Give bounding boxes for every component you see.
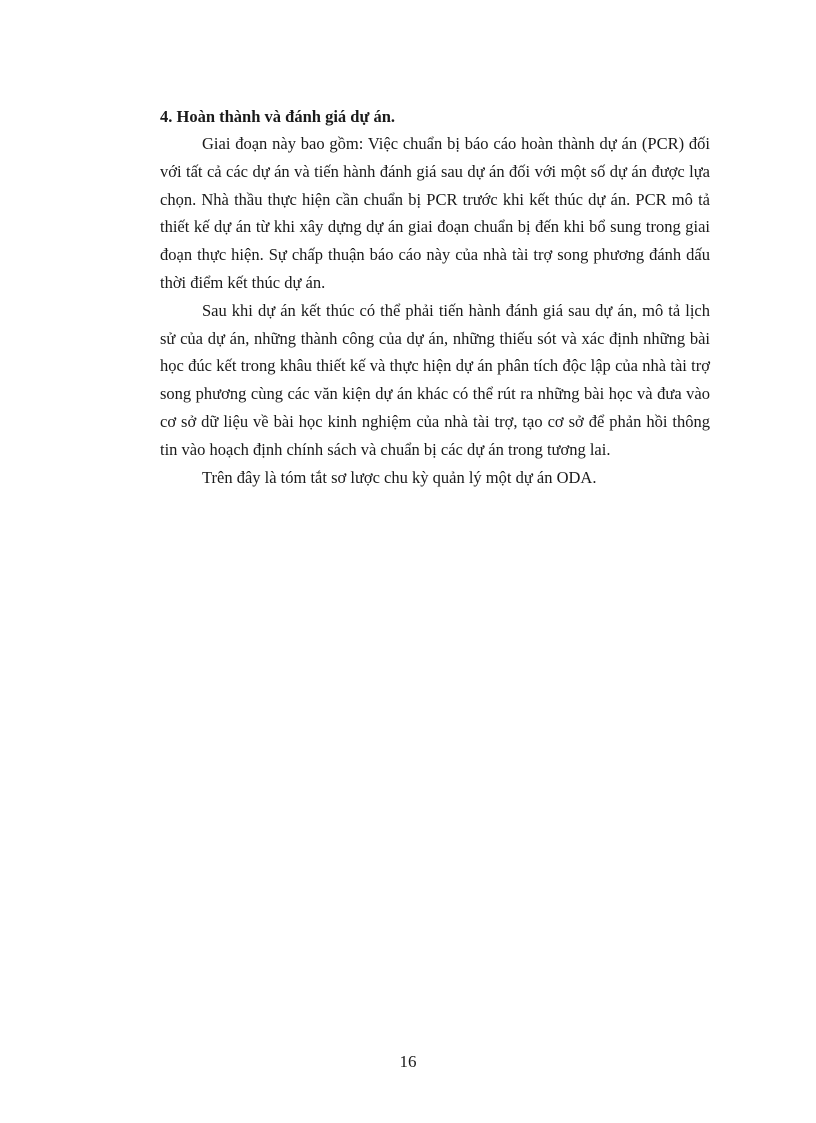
paragraph-post-evaluation: Sau khi dự án kết thúc có thể phải tiến hành đánh giá sau dự án, mô tả lịch sử của dự án, những thành công của dự án, những thiếu sót và xác định những bài học đúc kết trong khâu thiết kế và thực hiện dự án phân tích độc lập của nhà tài trợ song phương cùng các văn kiện dự án khác có thể rút ra những bài học và đưa vào cơ sở dữ liệu về bài học kinh nghiệm của nhà tài trợ, tạo cơ sở để phản hồi thông tin vào hoạch định chính sách và chuẩn bị các dự án trong tương lai. xyxy=(160,300,710,459)
document-body xyxy=(160,103,710,491)
section-heading: 4. Hoàn thành và đánh giá dự án. xyxy=(160,107,396,126)
paragraph-pcr: Giai đoạn này bao gồm: Việc chuẩn bị báo cáo hoàn thành dự án (PCR) đối với tất cả các dự án và tiến hành đánh giá sau dự án đối với một số dự án được lựa chọn. Nhà thầu thực hiện cần chuẩn bị PCR trước khi kết thúc dự án. PCR mô tả thiết kế dự án từ khi xây dựng dự án giai đoạn chuẩn bị đến khi bổ sung trong giai đoạn thực hiện. Sự chấp thuận báo cáo này của nhà tài trợ song phương đánh dấu thời điểm kết thúc dự án. xyxy=(160,134,710,292)
page-number: 16 xyxy=(399,1052,417,1071)
paragraph-summary: Trên đây là tóm tắt sơ lược chu kỳ quản lý một dự án ODA. xyxy=(202,467,597,487)
